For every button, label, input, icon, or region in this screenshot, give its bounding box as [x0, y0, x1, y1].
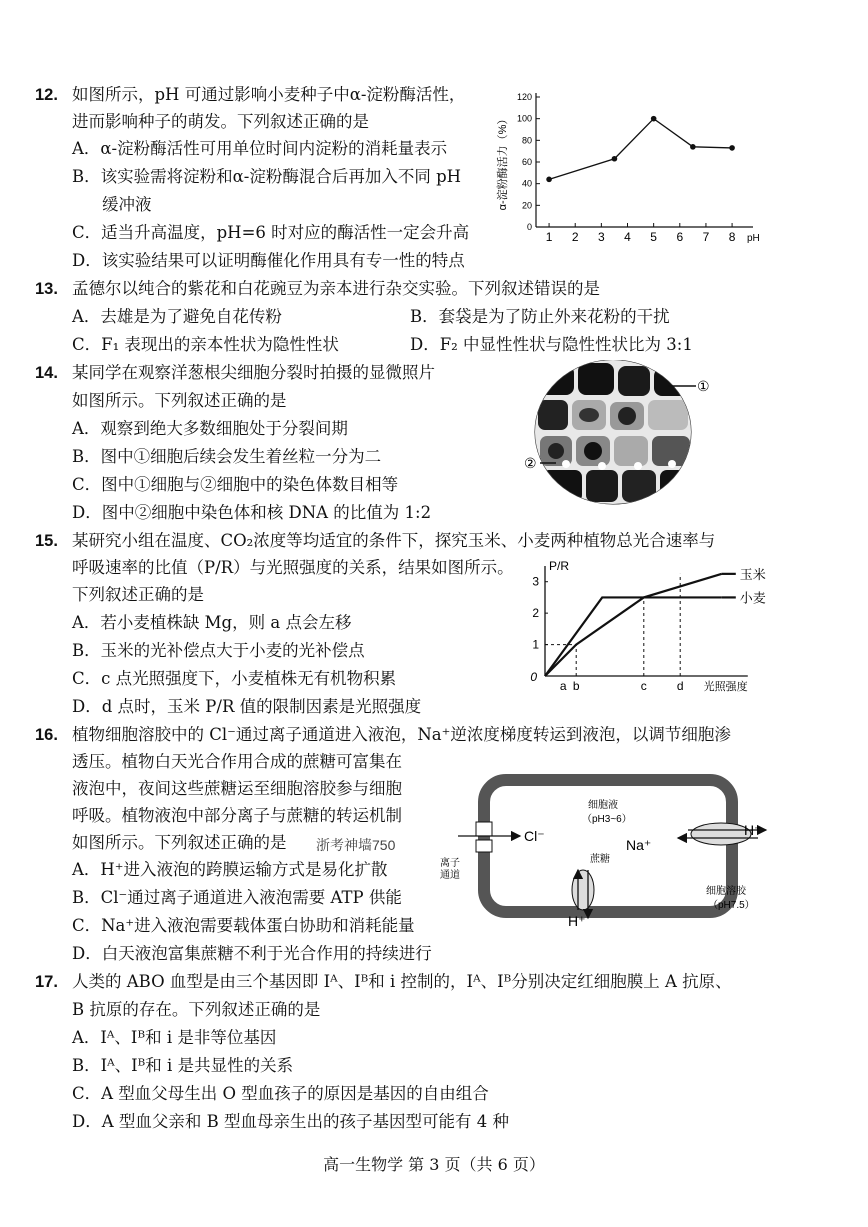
data-point [612, 156, 618, 162]
cytosol-ph-label: （pH7.5） [708, 900, 755, 911]
q16-stem-line4: 呼吸。植物液泡中部分离子与蔗糖的转运机制 [72, 806, 402, 825]
q15-option-d: D．d 点时，玉米 P/R 值的限制因素是光照强度 [72, 697, 422, 716]
x-tick-label-b: b [572, 679, 580, 693]
series-label: 小麦 [739, 590, 766, 606]
x-tick-label: 6 [676, 230, 684, 244]
vacuole-ph-label: （pH3~6） [582, 814, 632, 825]
x-tick-label: 4 [624, 230, 631, 244]
watermark: 浙考神墙750 [316, 837, 396, 853]
ion-channel [476, 822, 492, 836]
cell-label-1: ① [697, 378, 710, 394]
q13-stem: 孟德尔以纯合的紫花和白花豌豆为亲本进行杂交实验。下列叙述错误的是 [72, 279, 600, 298]
channel-label-1: 离子 [440, 858, 460, 869]
q17-stem-line2: B 抗原的存在。下列叙述正确的是 [72, 1000, 321, 1019]
y-tick-label: 60 [521, 157, 532, 167]
y-tick-label: 40 [521, 178, 532, 189]
series-label: 玉米 [739, 566, 766, 582]
q12-number: 12. [35, 86, 58, 104]
h-ion-label-right: H⁺ [744, 822, 762, 838]
q12-stem-line2: 进而影响种子的萌发。下列叙述正确的是 [72, 112, 369, 131]
data-point [651, 116, 657, 122]
series-line-corn [545, 574, 722, 676]
q14-stem-line2: 如图所示。下列叙述正确的是 [72, 391, 287, 410]
q16-stem-line3: 液泡中，夜间这些蔗糖运至细胞溶胶参与细胞 [72, 779, 402, 798]
h-ion-label-bottom: H⁺ [568, 913, 586, 929]
y-tick-label: 1 [532, 637, 539, 652]
data-point [729, 145, 735, 151]
q17-option-c: C．A 型血父母生出 O 型血孩子的原因是基因的自由组合 [72, 1084, 489, 1103]
na-ion-label: Na⁺ [626, 837, 652, 853]
page-footer: 高一生物学 第 3 页（共 6 页） [323, 1155, 545, 1174]
cl-ion-label: Cl⁻ [524, 828, 545, 844]
q16-option-c: C．Na⁺进入液泡需要载体蛋白协助和消耗能量 [72, 916, 415, 935]
enzyme-activity-chart [488, 82, 768, 254]
x-tick-label: 5 [650, 230, 657, 244]
pr-light-chart [525, 558, 770, 698]
vacuole-transport-diagram [438, 770, 778, 932]
q12-option-a: A．α-淀粉酶活性可用单位时间内淀粉的消耗量表示 [72, 139, 448, 158]
q16-option-a: A．H⁺进入液泡的跨膜运输方式是易化扩散 [72, 860, 388, 879]
q16-option-d: D．白天液泡富集蔗糖不利于光合作用的持续进行 [72, 944, 432, 963]
q17-option-a: A．Iᴬ、Iᴮ和 i 是非等位基因 [72, 1028, 277, 1047]
x-tick-label: 3 [598, 230, 605, 244]
q13-number: 13. [35, 280, 58, 298]
y-axis-label: α-淀粉酶活力（%） [497, 113, 509, 211]
x-tick-label: 7 [702, 230, 710, 244]
q15-option-a: A．若小麦植株缺 Mg，则 a 点会左移 [72, 613, 352, 632]
q14-option-b: B．图中①细胞后续会发生着丝粒一分为二 [72, 447, 382, 466]
sucrose-label: 蔗糖 [590, 854, 610, 865]
q15-option-b: B．玉米的光补偿点大于小麦的光补偿点 [72, 641, 365, 660]
q15-option-c: C．c 点光照强度下，小麦植株无有机物积累 [72, 669, 397, 688]
q12-option-b: B．该实验需将淀粉和α-淀粉酶混合后再加入不同 pH [72, 167, 462, 186]
q14-option-c: C．图中①细胞与②细胞中的染色体数目相等 [72, 475, 399, 494]
y-tick-label: 3 [532, 574, 539, 589]
x-tick-label-c: c [640, 679, 647, 693]
q13-option-c: C．F₁ 表现出的亲本性状为隐性性状 [72, 335, 339, 354]
y-tick-label: 80 [521, 135, 532, 146]
onion-root-tip-micrograph [520, 360, 720, 505]
y-tick-label: 120 [516, 92, 532, 102]
q15-stem-line3: 下列叙述正确的是 [72, 585, 204, 604]
q15-stem-line2: 呼吸速率的比值（P/R）与光照强度的关系，结果如图所示。 [72, 558, 514, 577]
q16-stem-line5: 如图所示。下列叙述正确的是 [72, 833, 287, 852]
q13-option-b: B．套袋是为了防止外来花粉的干扰 [410, 307, 670, 326]
q12-stem-line1: 如图所示，pH 可通过影响小麦种子中α-淀粉酶活性， [72, 85, 466, 104]
series-line [549, 119, 732, 180]
q12-option-c: C．适当升高温度，pH=6 时对应的酶活性一定会升高 [72, 223, 470, 242]
q14-number: 14. [35, 364, 58, 382]
q14-stem-line1: 某同学在观察洋葱根尖细胞分裂时拍摄的显微照片 [72, 363, 435, 382]
q13-option-d: D．F₂ 中显性性状与隐性性状比为 3:1 [410, 335, 693, 354]
channel-label-2: 通道 [440, 870, 460, 881]
cell-label-2: ② [524, 455, 537, 471]
x-tick-label-d: d [676, 679, 684, 693]
data-point [690, 144, 696, 150]
q15-number: 15. [35, 532, 58, 550]
y-tick-label: 100 [516, 113, 532, 124]
x-axis-label: pH [747, 233, 760, 244]
q17-option-b: B．Iᴬ、Iᴮ和 i 是共显性的关系 [72, 1056, 294, 1075]
q16-option-b: B．Cl⁻通过离子通道进入液泡需要 ATP 供能 [72, 888, 402, 907]
cytosol-label: 细胞溶胶 [706, 886, 746, 897]
x-tick-label: 1 [545, 230, 553, 244]
sucrose-transporter [572, 870, 594, 910]
x-tick-label: 8 [728, 230, 736, 244]
q17-stem-line1: 人类的 ABO 血型是由三个基因即 Iᴬ、Iᴮ和 i 控制的，Iᴬ、Iᴮ分别决定红细胞膜上 A 抗原、 [72, 972, 732, 991]
origin-label: 0 [530, 670, 537, 684]
q16-stem-line1: 植物细胞溶胶中的 Cl⁻通过离子通道进入液泡，Na⁺逆浓度梯度转运到液泡，以调节细胞渗 [72, 725, 731, 744]
q17-number: 17. [35, 973, 58, 991]
antiporter [691, 823, 751, 845]
y-tick-label: 0 [526, 222, 532, 232]
data-point [546, 177, 552, 183]
y-axis-label: P/R [549, 559, 570, 573]
x-tick-label-a: a [559, 679, 567, 693]
q17-option-d: D．A 型血父亲和 B 型血母亲生出的孩子基因型可能有 4 种 [72, 1112, 509, 1131]
x-tick-label: 2 [571, 230, 579, 244]
q15-stem-line1: 某研究小组在温度、CO₂浓度等均适宜的条件下，探究玉米、小麦两种植物总光合速率与 [72, 531, 716, 550]
vacuole-label: 细胞液 [588, 800, 618, 811]
x-axis-label: 光照强度 [703, 681, 748, 693]
series-line-wheat [545, 597, 722, 676]
y-tick-label: 20 [521, 200, 532, 211]
q14-option-d: D．图中②细胞中染色体和核 DNA 的比值为 1:2 [72, 503, 432, 522]
q12-option-b-cont: 缓冲液 [102, 195, 152, 214]
q16-number: 16. [35, 726, 58, 744]
y-tick-label: 2 [532, 606, 539, 621]
q14-option-a: A．观察到绝大多数细胞处于分裂间期 [72, 419, 348, 438]
q12-option-d: D．该实验结果可以证明酶催化作用具有专一性的特点 [72, 251, 465, 270]
q16-stem-line2: 透压。植物白天光合作用合成的蔗糖可富集在 [72, 752, 402, 771]
q13-option-a: A．去雄是为了避免自花传粉 [72, 307, 282, 326]
